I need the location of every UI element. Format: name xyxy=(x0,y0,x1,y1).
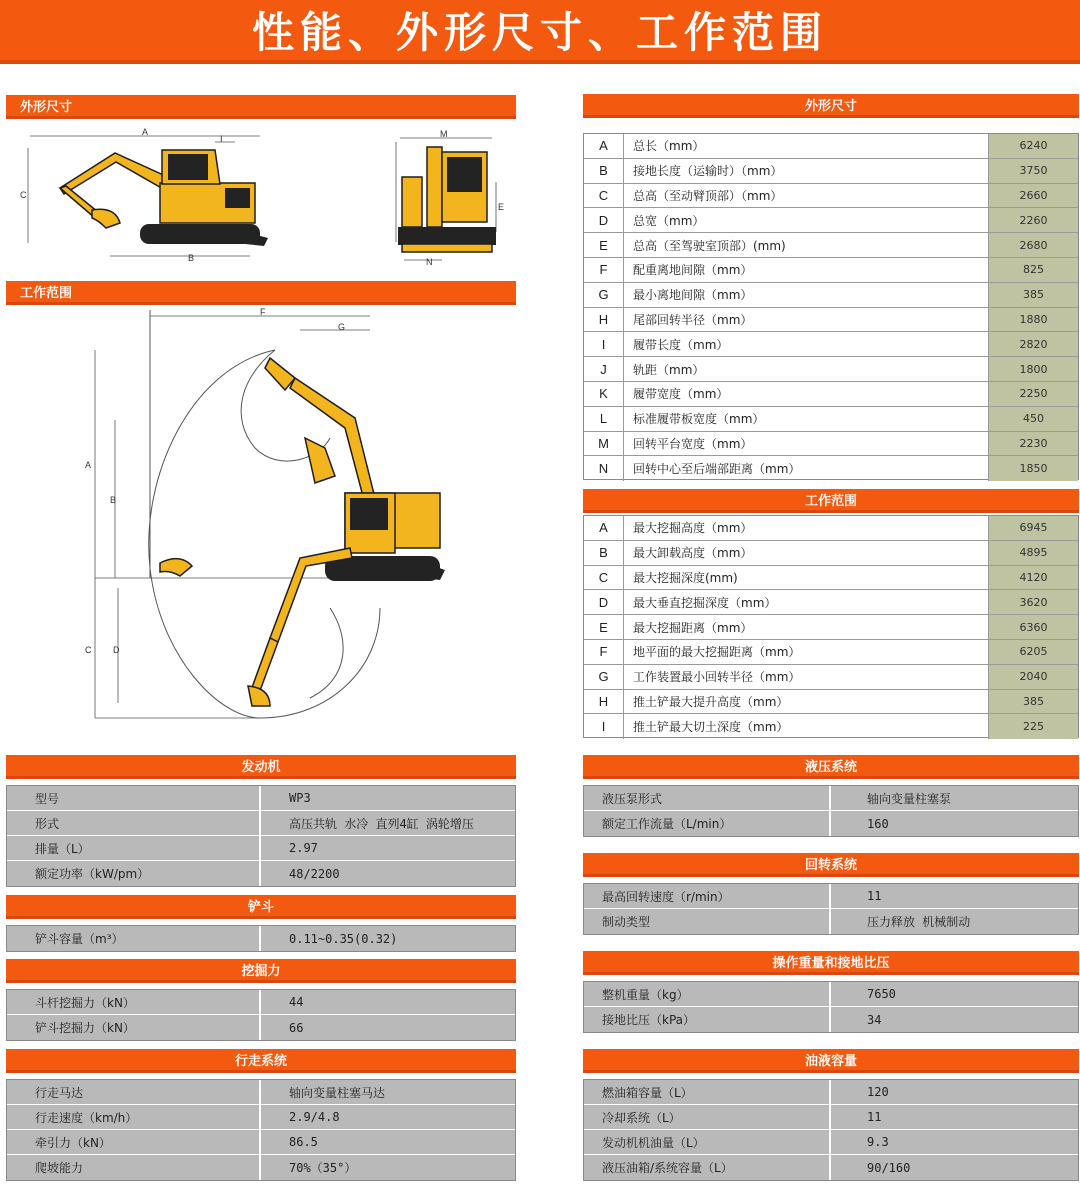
kv-row xyxy=(584,1007,1078,1032)
kv-row xyxy=(7,1080,515,1105)
spec-label: 履带长度（mm） xyxy=(633,337,729,352)
spec-label: 标准履带板宽度（mm） xyxy=(633,412,765,427)
spec-row xyxy=(584,332,1078,357)
kv-value: 2.9/4.8 xyxy=(289,1110,340,1124)
wr-dim-label-g: G xyxy=(338,322,346,332)
dim-label-h: I xyxy=(220,134,223,144)
spec-value: 385 xyxy=(988,690,1078,714)
spec-value: 1850 xyxy=(988,456,1078,481)
swing-table xyxy=(583,883,1079,935)
kv-key: 冷却系统（L） xyxy=(584,1105,831,1129)
spec-value: 385 xyxy=(988,283,1078,307)
spec-value: 2820 xyxy=(988,332,1078,356)
dim-label-n: N xyxy=(426,257,433,267)
spec-letter: D xyxy=(584,208,624,232)
digging-force-table xyxy=(6,989,516,1041)
spec-label: 回转平台宽度（mm） xyxy=(633,436,753,451)
kv-key: 最高回转速度（r/min） xyxy=(584,884,831,908)
kv-value: 34 xyxy=(867,1012,882,1027)
kv-key: 斗杆挖掘力（kN） xyxy=(7,990,261,1014)
spec-label: 最大挖掘距离（mm） xyxy=(633,620,753,635)
spec-row xyxy=(584,159,1078,184)
spec-letter: I xyxy=(584,714,624,739)
spec-row xyxy=(584,615,1078,640)
kv-value: 11 xyxy=(867,1110,882,1124)
kv-value: 高压共轨 水冷 直列4缸 涡轮增压 xyxy=(289,816,474,831)
spec-row xyxy=(584,357,1078,382)
excavator-front-view-drawing xyxy=(392,129,505,267)
kv-key: 发动机机油量（L） xyxy=(584,1130,831,1154)
spec-letter: C xyxy=(584,184,624,208)
kv-value: 66 xyxy=(289,1020,304,1035)
spec-row xyxy=(584,714,1078,739)
spec-label: 工作装置最小回转半径（mm） xyxy=(633,670,801,685)
fluids-table xyxy=(583,1079,1079,1181)
kv-key: 额定工作流量（L/min） xyxy=(584,811,831,836)
hydraulic-table xyxy=(583,785,1079,837)
kv-key: 铲斗容量（m³） xyxy=(7,926,261,951)
spec-value: 6240 xyxy=(988,134,1078,158)
spec-value: 825 xyxy=(988,258,1078,282)
dimensions-table xyxy=(583,133,1079,480)
spec-label: 最大挖掘高度（mm） xyxy=(633,521,753,536)
dim-label-b: B xyxy=(188,253,195,263)
kv-row xyxy=(584,909,1078,934)
spec-letter: I xyxy=(584,332,624,356)
spec-row xyxy=(584,516,1078,541)
spec-row xyxy=(584,308,1078,333)
spec-label: 尾部回转半径（mm） xyxy=(633,312,753,327)
spec-value: 6945 xyxy=(988,516,1078,540)
spec-value: 4895 xyxy=(988,541,1078,565)
spec-label: 最大垂直挖掘深度（mm） xyxy=(633,595,777,610)
spec-value: 6205 xyxy=(988,640,1078,664)
kv-key: 行走马达 xyxy=(7,1080,261,1104)
weight-table xyxy=(583,981,1079,1033)
travel-table xyxy=(6,1079,516,1181)
section-header-weight: 操作重量和接地比压 xyxy=(583,951,1079,975)
spec-value: 1880 xyxy=(988,308,1078,332)
kv-value: 44 xyxy=(289,995,304,1009)
spec-row xyxy=(584,208,1078,233)
kv-row xyxy=(7,1015,515,1040)
spec-label: 推土铲最大提升高度（mm） xyxy=(633,694,789,709)
kv-value: 86.5 xyxy=(289,1135,318,1149)
kv-key: 整机重量（kg） xyxy=(584,982,831,1006)
spec-letter: F xyxy=(584,640,624,664)
spec-value: 6360 xyxy=(988,615,1078,639)
spec-letter: D xyxy=(584,590,624,614)
dim-label-a: A xyxy=(142,127,149,137)
kv-row xyxy=(7,990,515,1015)
spec-value: 1800 xyxy=(988,357,1078,381)
section-header-dimensions-drawing: 外形尺寸 xyxy=(6,95,516,119)
kv-key: 制动类型 xyxy=(584,909,831,934)
spec-value: 2660 xyxy=(988,184,1078,208)
spec-letter: H xyxy=(584,690,624,714)
spec-letter: H xyxy=(584,308,624,332)
spec-row xyxy=(584,541,1078,566)
spec-label: 总高（至驾驶室顶部）(mm) xyxy=(633,238,786,253)
kv-value: 90/160 xyxy=(867,1160,911,1175)
spec-label: 总高（至动臂顶部）（mm） xyxy=(633,188,783,203)
kv-value: 120 xyxy=(867,1085,889,1099)
spec-letter: F xyxy=(584,258,624,282)
kv-value: 9.3 xyxy=(867,1135,889,1149)
work-range-diagram xyxy=(80,308,450,728)
section-header-digging-force: 挖掘力 xyxy=(6,959,516,983)
section-header-hydraulic: 液压系统 xyxy=(583,755,1079,779)
spec-row xyxy=(584,566,1078,591)
spec-label: 总长（mm） xyxy=(633,139,705,154)
section-header-dimensions: 外形尺寸 xyxy=(583,94,1079,118)
section-header-fluids: 油液容量 xyxy=(583,1049,1079,1073)
kv-value: 70%（35°） xyxy=(289,1161,357,1175)
spec-letter: E xyxy=(584,615,624,639)
spec-letter: J xyxy=(584,357,624,381)
bucket-table xyxy=(6,925,516,952)
engine-table xyxy=(6,785,516,887)
spec-row xyxy=(584,432,1078,457)
kv-value: 0.11~0.35(0.32) xyxy=(289,931,398,946)
spec-value: 2680 xyxy=(988,233,1078,257)
kv-row xyxy=(584,1105,1078,1130)
spec-row xyxy=(584,590,1078,615)
spec-letter: N xyxy=(584,456,624,481)
spec-row xyxy=(584,382,1078,407)
spec-label: 地平面的最大挖掘距离（mm） xyxy=(633,645,801,660)
kv-row xyxy=(7,786,515,811)
kv-row xyxy=(7,811,515,836)
kv-row xyxy=(7,861,515,886)
spec-value: 450 xyxy=(988,407,1078,431)
kv-key: 额定功率（kW/pm） xyxy=(7,861,261,886)
spec-label: 推土铲最大切土深度（mm） xyxy=(633,720,789,735)
spec-label: 轨距（mm） xyxy=(633,362,705,377)
section-header-work-range: 工作范围 xyxy=(583,489,1079,513)
spec-row xyxy=(584,134,1078,159)
spec-row xyxy=(584,640,1078,665)
spec-label: 最大挖掘深度(mm) xyxy=(633,570,738,585)
kv-row xyxy=(7,836,515,861)
spec-value: 2040 xyxy=(988,665,1078,689)
spec-label: 总宽（mm） xyxy=(633,213,705,228)
spec-label: 回转中心至后端部距离（mm） xyxy=(633,462,801,477)
spec-value: 2250 xyxy=(988,382,1078,406)
spec-row xyxy=(584,283,1078,308)
spec-row xyxy=(584,407,1078,432)
dim-label-c: C xyxy=(20,190,27,200)
kv-row xyxy=(584,1155,1078,1180)
spec-letter: G xyxy=(584,283,624,307)
spec-label: 接地长度（运输时）（mm） xyxy=(633,164,783,179)
kv-value: 压力释放 机械制动 xyxy=(867,915,971,929)
kv-row xyxy=(584,884,1078,909)
kv-row xyxy=(584,1080,1078,1105)
kv-key: 液压泵形式 xyxy=(584,786,831,810)
spec-letter: A xyxy=(584,516,624,540)
kv-row xyxy=(584,786,1078,811)
wr-dim-label-a: A xyxy=(85,460,92,470)
spec-value: 3620 xyxy=(988,590,1078,614)
spec-letter: K xyxy=(584,382,624,406)
spec-label: 配重离地间隙（mm） xyxy=(633,263,753,278)
spec-row xyxy=(584,456,1078,481)
spec-row xyxy=(584,233,1078,258)
spec-label: 最小离地间隙（mm） xyxy=(633,288,753,303)
section-header-engine: 发动机 xyxy=(6,755,516,779)
spec-letter: B xyxy=(584,159,624,183)
section-header-travel: 行走系统 xyxy=(6,1049,516,1073)
kv-key: 接地比压（kPa） xyxy=(584,1007,831,1032)
work-range-table xyxy=(583,515,1079,738)
spec-value: 3750 xyxy=(988,159,1078,183)
kv-value: 11 xyxy=(867,889,882,903)
kv-row xyxy=(584,1130,1078,1155)
spec-value: 4120 xyxy=(988,566,1078,590)
wr-dim-label-d: D xyxy=(113,645,120,655)
kv-key: 爬坡能力 xyxy=(7,1155,261,1180)
spec-letter: E xyxy=(584,233,624,257)
kv-key: 型号 xyxy=(7,786,261,810)
spec-row xyxy=(584,258,1078,283)
kv-value: 160 xyxy=(867,816,889,831)
kv-value: WP3 xyxy=(289,791,311,805)
spec-value: 225 xyxy=(988,714,1078,739)
kv-row xyxy=(7,1130,515,1155)
kv-key: 燃油箱容量（L） xyxy=(584,1080,831,1104)
spec-letter: G xyxy=(584,665,624,689)
spec-label: 履带宽度（mm） xyxy=(633,387,729,402)
kv-value: 48/2200 xyxy=(289,866,340,881)
kv-value: 轴向变量柱塞泵 xyxy=(867,791,952,806)
kv-value: 2.97 xyxy=(289,841,318,855)
dim-label-e: E xyxy=(498,202,505,212)
kv-value: 7650 xyxy=(867,987,896,1001)
spec-row xyxy=(584,184,1078,209)
page-title: 性能、外形尺寸、工作范围 xyxy=(251,8,828,57)
kv-value: 轴向变量柱塞马达 xyxy=(289,1085,386,1100)
kv-key: 行走速度（km/h） xyxy=(7,1105,261,1129)
spec-row xyxy=(584,690,1078,715)
kv-key: 排量（L） xyxy=(7,836,261,860)
spec-value: 2260 xyxy=(988,208,1078,232)
spec-value: 2230 xyxy=(988,432,1078,456)
section-header-work-range-drawing: 工作范围 xyxy=(6,281,516,305)
wr-dim-label-f: F xyxy=(260,307,266,317)
excavator-side-view-drawing xyxy=(20,128,270,263)
spec-letter: C xyxy=(584,566,624,590)
spec-row xyxy=(584,665,1078,690)
kv-row xyxy=(7,1155,515,1180)
spec-letter: L xyxy=(584,407,624,431)
section-header-bucket: 铲斗 xyxy=(6,895,516,919)
section-header-swing: 回转系统 xyxy=(583,853,1079,877)
spec-letter: A xyxy=(584,134,624,158)
kv-key: 形式 xyxy=(7,811,261,835)
wr-dim-label-b: B xyxy=(110,495,117,505)
page-title-banner xyxy=(0,0,1080,64)
kv-key: 液压油箱/系统容量（L） xyxy=(584,1155,831,1180)
spec-label: 最大卸载高度（mm） xyxy=(633,546,753,561)
kv-row xyxy=(584,811,1078,836)
kv-row xyxy=(584,982,1078,1007)
kv-key: 铲斗挖掘力（kN） xyxy=(7,1015,261,1040)
kv-key: 牵引力（kN） xyxy=(7,1130,261,1154)
kv-row xyxy=(7,926,515,951)
wr-dim-label-c: C xyxy=(85,645,92,655)
spec-letter: B xyxy=(584,541,624,565)
kv-row xyxy=(7,1105,515,1130)
spec-letter: M xyxy=(584,432,624,456)
dim-label-m: M xyxy=(440,129,448,139)
